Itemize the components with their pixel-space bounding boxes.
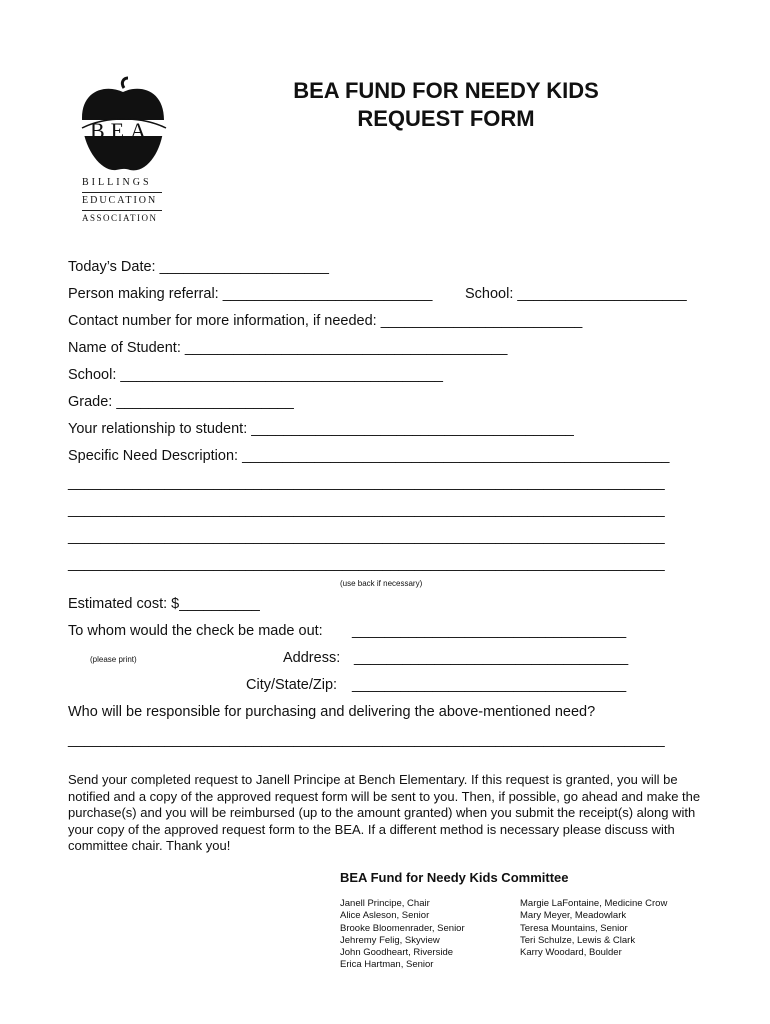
school-field[interactable]: School: ________________________________________ <box>68 367 443 383</box>
committee-member: John Goodheart, Riverside <box>340 947 454 959</box>
need-blank-line[interactable]: __________________________________________________________________________ <box>68 475 665 491</box>
responsible-question: Who will be responsible for purchasing and delivering the above-mentioned need? <box>68 704 596 720</box>
committee-member: Margie LaFontaine, Medicine Crow <box>520 898 668 909</box>
committee-right-column <box>520 898 667 959</box>
todays-date-field[interactable]: Today’s Date: _____________________ <box>68 259 329 275</box>
city-state-zip-line[interactable]: __________________________________ <box>352 677 627 693</box>
need-blank-line[interactable]: __________________________________________________________________________ <box>68 556 665 572</box>
relationship-field[interactable]: Your relationship to student: ________________________________________ <box>68 421 574 437</box>
committee-member: Karry Woodard, Boulder <box>520 947 622 959</box>
committee-member: Teri Schulze, Lewis & Clark <box>520 934 636 946</box>
referral-field[interactable]: Person making referral: __________________________ <box>68 286 433 302</box>
logo-line-billings: BILLINGS <box>82 177 152 188</box>
logo-divider <box>82 210 162 211</box>
check-payee-line[interactable]: __________________________________ <box>352 623 627 639</box>
responsible-line[interactable]: __________________________________________________________________________ <box>68 732 665 748</box>
logo-divider <box>82 192 162 193</box>
committee-member: Janell Principe, Chair <box>340 898 430 909</box>
grade-field[interactable]: Grade: ______________________ <box>68 394 294 410</box>
contact-field[interactable]: Contact number for more information, if needed: _________________________ <box>68 313 583 329</box>
estimated-cost-field[interactable]: Estimated cost: $__________ <box>68 596 260 612</box>
logo-line-education: EDUCATION <box>82 195 158 206</box>
address-line[interactable]: __________________________________ <box>354 650 629 666</box>
committee-member: Teresa Mountains, Senior <box>520 922 628 934</box>
page-subtitle: REQUEST FORM <box>357 106 535 131</box>
please-print-note: (please print) <box>90 655 137 664</box>
committee-member: Erica Hartman, Senior <box>340 959 434 971</box>
logo-letters: BEA <box>90 118 152 143</box>
city-state-zip-label: City/State/Zip: <box>246 677 338 693</box>
committee-left-column <box>340 898 465 972</box>
committee-title: BEA Fund for Needy Kids Committee <box>340 870 569 885</box>
committee-member: Brooke Bloomenrader, Senior <box>340 922 465 934</box>
address-label: Address: <box>283 650 341 666</box>
logo-line-association: ASSOCIATION <box>82 213 158 223</box>
need-blank-line[interactable]: __________________________________________________________________________ <box>68 502 665 518</box>
committee-member: Alice Asleson, Senior <box>340 910 430 922</box>
need-description-field[interactable]: Specific Need Description: _____________________________________________________ <box>68 448 670 464</box>
page-title: BEA FUND FOR NEEDY KIDS <box>293 78 599 103</box>
committee-member: Mary Meyer, Meadowlark <box>520 910 627 922</box>
need-blank-line[interactable]: __________________________________________________________________________ <box>68 529 665 545</box>
student-name-field[interactable]: Name of Student: ________________________________________ <box>68 340 508 356</box>
check-payee-label: To whom would the check be made out: <box>68 623 323 639</box>
use-back-note: (use back if necessary) <box>340 579 423 588</box>
instructions-paragraph: Send your completed request to Janell Principe at Bench Elementary. If this request is granted, you will be notified and a copy of the approved request form will be sent to you. Then, if possible, go ahead and make the purchase(s) and you will be reimbursed (up to the amount granted) when you submit the receipt(s) along with your copy of the approved request form to the BEA. If a different method is necessary please discuss with committee chair. Thank you! <box>68 772 701 854</box>
referral-school-field[interactable]: School: _____________________ <box>465 286 687 302</box>
committee-member: Jehremy Felig, Skyview <box>340 934 440 946</box>
